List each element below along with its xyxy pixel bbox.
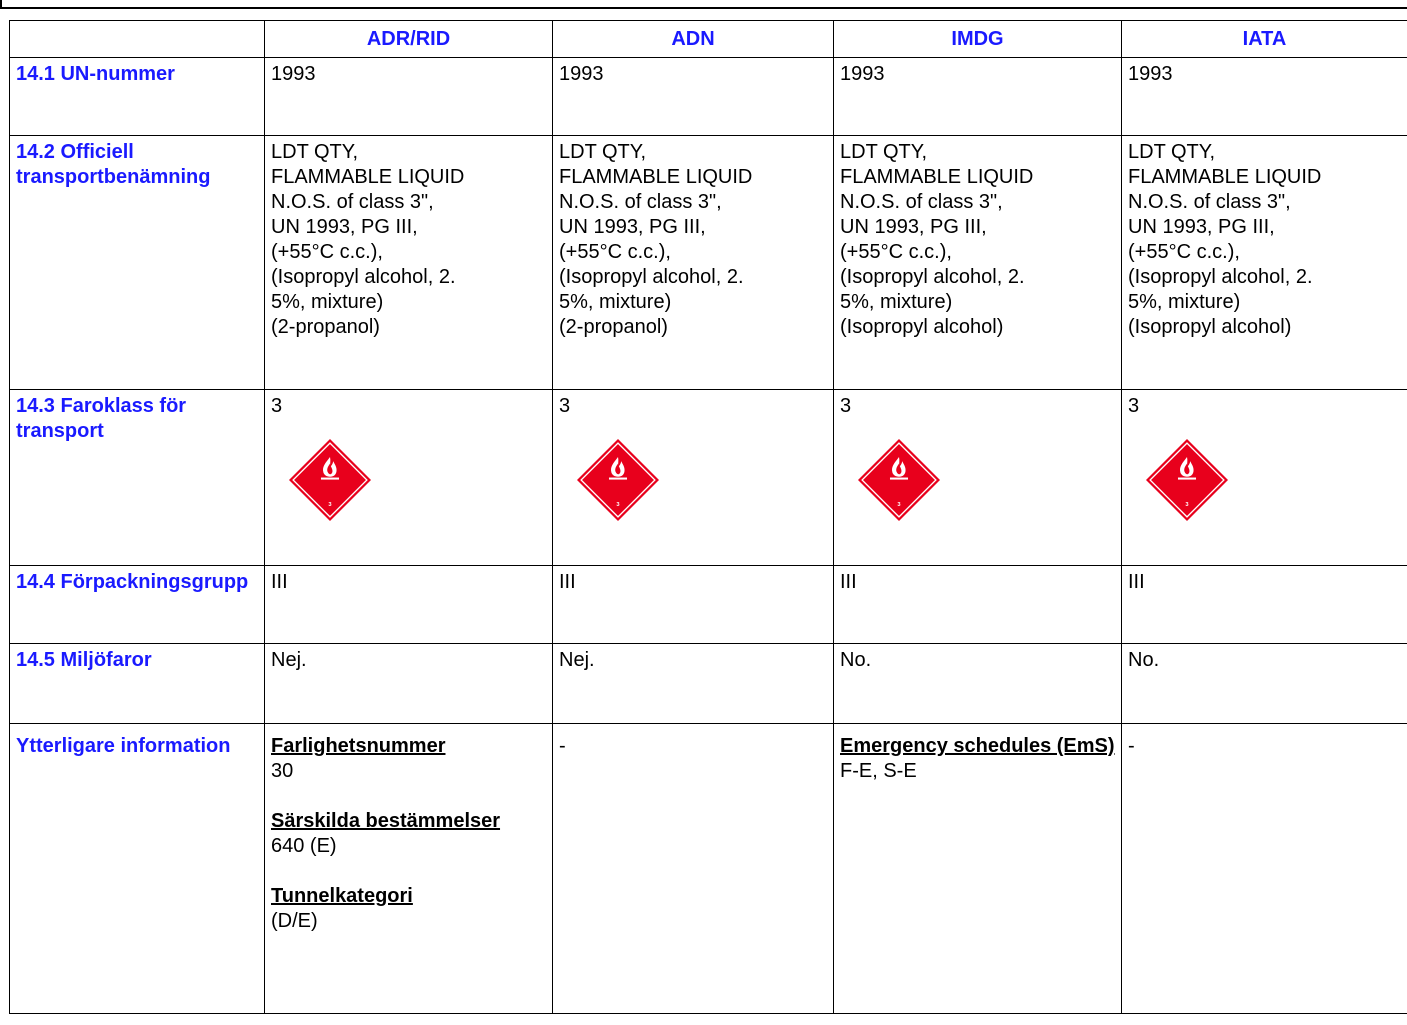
cell-value: III <box>265 566 553 644</box>
row-un-number <box>10 58 1407 136</box>
cell-value <box>834 390 1122 566</box>
header-imdg: IMDG <box>834 21 1122 58</box>
tunnel-category-value: (D/E) <box>271 910 318 932</box>
row-hazard-class <box>10 390 1407 566</box>
special-provisions-heading: Särskilda bestämmelser <box>271 810 501 832</box>
row-label: Ytterligare information <box>10 724 265 1014</box>
header-row <box>10 21 1407 58</box>
pictogram-class-label: 3 <box>328 502 332 509</box>
header-adr-rid: ADR/RID <box>265 21 553 58</box>
cell-value: LDT QTY, FLAMMABLE LIQUID N.O.S. of class 3", UN 1993, PG III, (+55°C c.c.), (Isopropyl alcohol, 2. 5%, mixture) (2-propanol) <box>553 136 834 390</box>
cell-value: Nej. <box>553 644 834 724</box>
ems-heading: Emergency schedules (EmS) <box>840 735 1115 757</box>
page-top-frame <box>0 0 1407 9</box>
transport-info-table <box>9 20 1407 1014</box>
row-packing-group <box>10 566 1407 644</box>
cell-value: 1993 <box>1122 58 1407 136</box>
flammable-liquid-pictogram-icon <box>577 439 659 521</box>
header-iata: IATA <box>1122 21 1407 58</box>
cell-value: 1993 <box>553 58 834 136</box>
pictogram-class-label: 3 <box>616 502 620 509</box>
cell-value: 1993 <box>265 58 553 136</box>
cell-value: 1993 <box>834 58 1122 136</box>
cell-value <box>1122 390 1407 566</box>
cell-value: LDT QTY, FLAMMABLE LIQUID N.O.S. of class 3", UN 1993, PG III, (+55°C c.c.), (Isopropyl alcohol, 2. 5%, mixture) (Isopropyl alcohol) <box>1122 136 1407 390</box>
flammable-liquid-pictogram-icon <box>289 439 371 521</box>
header-empty <box>10 21 265 58</box>
cell-value: III <box>1122 566 1407 644</box>
row-label: 14.2 Officiell transportbenämning <box>10 136 265 390</box>
cell-value: III <box>834 566 1122 644</box>
cell-value: LDT QTY, FLAMMABLE LIQUID N.O.S. of class 3", UN 1993, PG III, (+55°C c.c.), (Isopropyl alcohol, 2. 5%, mixture) (Isopropyl alcohol) <box>834 136 1122 390</box>
header-adn: ADN <box>553 21 834 58</box>
cell-adr-additional <box>265 724 553 1014</box>
row-label: 14.1 UN-nummer <box>10 58 265 136</box>
row-shipping-name <box>10 136 1407 390</box>
hazard-class-value: 3 <box>840 395 852 417</box>
flammable-liquid-pictogram-icon <box>1146 439 1228 521</box>
hazard-class-value: 3 <box>271 395 283 417</box>
cell-iata-additional: - <box>1122 724 1407 1014</box>
cell-value <box>265 390 553 566</box>
cell-value: LDT QTY, FLAMMABLE LIQUID N.O.S. of class 3", UN 1993, PG III, (+55°C c.c.), (Isopropyl alcohol, 2. 5%, mixture) (2-propanol) <box>265 136 553 390</box>
row-label: 14.3 Faroklass för transport <box>10 390 265 566</box>
row-environment <box>10 644 1407 724</box>
cell-value <box>553 390 834 566</box>
row-additional-info <box>10 724 1407 1014</box>
pictogram-class-label: 3 <box>897 502 901 509</box>
ems-value: F-E, S-E <box>840 760 917 782</box>
cell-adn-additional: - <box>553 724 834 1014</box>
flammable-liquid-pictogram-icon <box>858 439 940 521</box>
cell-value: No. <box>834 644 1122 724</box>
hazard-number-heading: Farlighetsnummer <box>271 735 446 757</box>
row-label: 14.5 Miljöfaror <box>10 644 265 724</box>
hazard-number-value: 30 <box>271 760 294 782</box>
hazard-class-value: 3 <box>1128 395 1140 417</box>
pictogram-class-label: 3 <box>1185 502 1189 509</box>
hazard-class-value: 3 <box>559 395 571 417</box>
row-label: 14.4 Förpackningsgrupp <box>10 566 265 644</box>
cell-value: Nej. <box>265 644 553 724</box>
special-provisions-value: 640 (E) <box>271 835 337 857</box>
cell-value: III <box>553 566 834 644</box>
tunnel-category-heading: Tunnelkategori <box>271 885 413 907</box>
cell-value: No. <box>1122 644 1407 724</box>
cell-imdg-additional <box>834 724 1122 1014</box>
